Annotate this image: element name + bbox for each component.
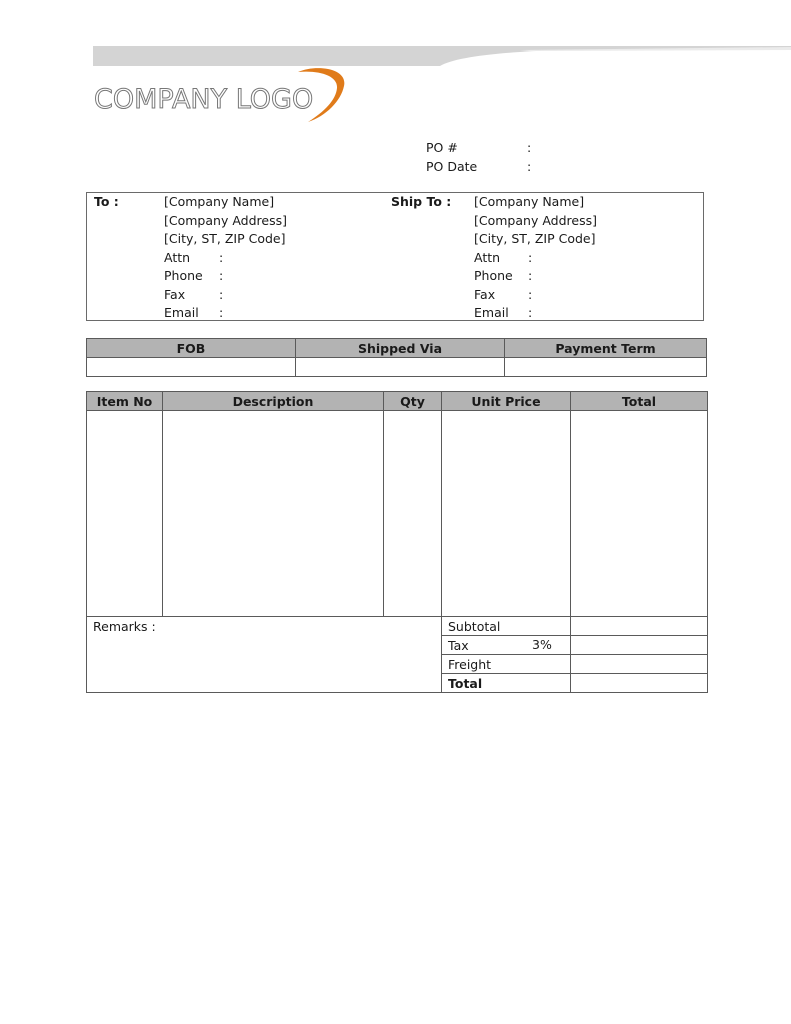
tax-value[interactable] bbox=[571, 636, 708, 655]
ship-to-phone-value[interactable]: : bbox=[528, 268, 533, 283]
to-phone-value[interactable]: : bbox=[219, 268, 224, 283]
subtotal-value[interactable] bbox=[571, 617, 708, 636]
total-header: Total bbox=[571, 392, 708, 411]
tax-label: Tax bbox=[448, 637, 469, 653]
to-email-value[interactable]: : bbox=[219, 305, 224, 320]
logo-swoosh-icon bbox=[296, 66, 352, 124]
freight-value[interactable] bbox=[571, 655, 708, 674]
subtotal-row bbox=[87, 617, 708, 636]
ship-to-company-name[interactable]: [Company Name] bbox=[474, 194, 585, 209]
ship-to-email-value[interactable]: : bbox=[528, 305, 533, 320]
address-box bbox=[86, 192, 704, 321]
description-cell[interactable] bbox=[163, 411, 384, 617]
po-number-value[interactable]: : bbox=[527, 140, 532, 155]
unit-price-cell[interactable] bbox=[442, 411, 571, 617]
tax-label-cell bbox=[442, 636, 571, 655]
subtotal-label: Subtotal bbox=[442, 617, 571, 636]
po-date-value[interactable]: : bbox=[527, 159, 532, 174]
grand-total-label: Total bbox=[442, 674, 571, 693]
freight-label: Freight bbox=[442, 655, 571, 674]
unit-price-header: Unit Price bbox=[442, 392, 571, 411]
po-number-row bbox=[426, 140, 546, 158]
po-date-label: PO Date bbox=[426, 159, 478, 174]
payment-term-header: Payment Term bbox=[505, 339, 707, 358]
fob-header: FOB bbox=[87, 339, 296, 358]
ship-to-fax-value[interactable]: : bbox=[528, 286, 533, 302]
to-attn-value[interactable]: : bbox=[219, 249, 224, 265]
to-attn-label: Attn bbox=[164, 249, 191, 265]
to-company-address[interactable]: [Company Address] bbox=[164, 212, 287, 228]
to-city-line[interactable]: [City, ST, ZIP Code] bbox=[164, 231, 286, 246]
ship-to-fax-label: Fax bbox=[474, 286, 496, 302]
header-band bbox=[0, 0, 791, 80]
to-company-name[interactable]: [Company Name] bbox=[164, 194, 275, 209]
ship-to-city-line[interactable]: [City, ST, ZIP Code] bbox=[474, 231, 596, 246]
terms-table bbox=[86, 338, 707, 377]
grand-total-value[interactable] bbox=[571, 674, 708, 693]
ship-to-company-address[interactable]: [Company Address] bbox=[474, 212, 597, 228]
to-email-label: Email bbox=[164, 305, 199, 320]
items-header-row bbox=[87, 392, 708, 411]
terms-header-row bbox=[87, 339, 707, 358]
ship-to-heading: Ship To : bbox=[391, 194, 452, 209]
to-heading: To : bbox=[94, 194, 119, 209]
item-no-cell[interactable] bbox=[87, 411, 163, 617]
terms-value-row bbox=[87, 358, 707, 377]
fob-value[interactable] bbox=[87, 358, 296, 377]
ship-to-attn-value[interactable]: : bbox=[528, 249, 533, 265]
ship-to-attn-label: Attn bbox=[474, 249, 501, 265]
description-header: Description bbox=[163, 392, 384, 411]
remarks-cell[interactable] bbox=[87, 617, 442, 693]
shipped-via-value[interactable] bbox=[296, 358, 505, 377]
ship-to-phone-label: Phone bbox=[474, 268, 513, 283]
items-body-row bbox=[87, 411, 708, 617]
to-phone-label: Phone bbox=[164, 268, 203, 283]
shipped-via-header: Shipped Via bbox=[296, 339, 505, 358]
tax-rate: 3% bbox=[532, 637, 552, 652]
to-fax-label: Fax bbox=[164, 286, 186, 302]
ship-to-email-label: Email bbox=[474, 305, 509, 320]
to-fax-value[interactable]: : bbox=[219, 286, 224, 302]
qty-cell[interactable] bbox=[384, 411, 442, 617]
items-table bbox=[86, 391, 708, 693]
company-logo-text: COMPANY LOGO bbox=[94, 84, 314, 115]
total-cell[interactable] bbox=[571, 411, 708, 617]
payment-term-value[interactable] bbox=[505, 358, 707, 377]
po-number-label: PO # bbox=[426, 140, 458, 155]
qty-header: Qty bbox=[384, 392, 442, 411]
item-no-header: Item No bbox=[87, 392, 163, 411]
remarks-label: Remarks : bbox=[93, 619, 156, 634]
po-date-row bbox=[426, 159, 546, 177]
